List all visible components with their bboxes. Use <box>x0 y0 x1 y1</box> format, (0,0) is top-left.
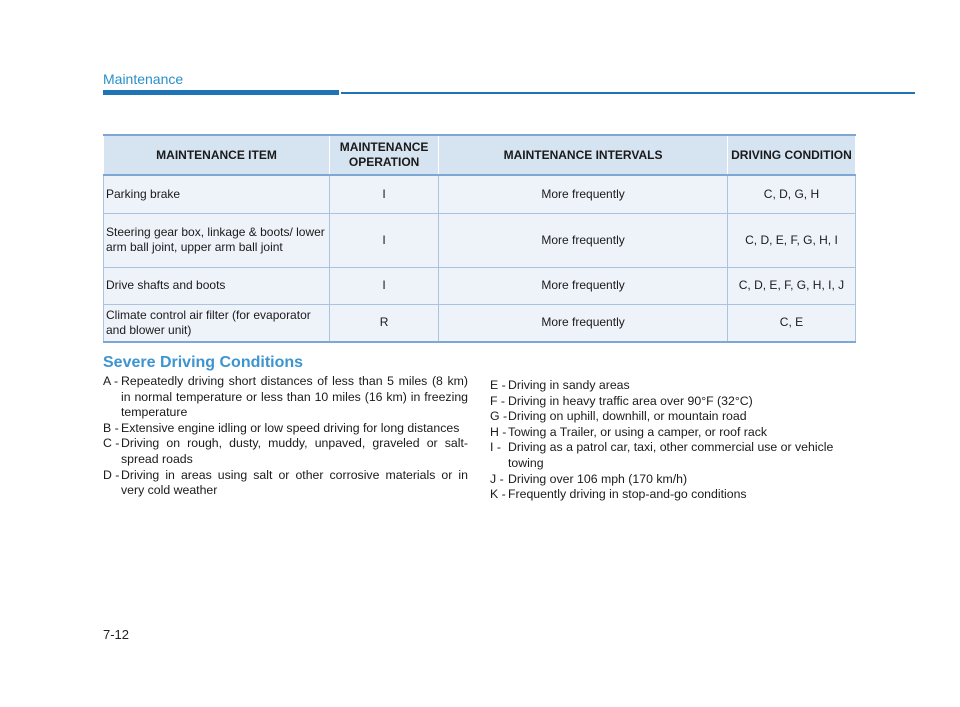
cell-condition: C, D, G, H <box>727 175 855 213</box>
table-row <box>104 175 856 213</box>
condition-text: Driving on rough, dusty, muddy, unpaved, graveled or salt-spread roads <box>121 436 468 466</box>
cell-condition: C, D, E, F, G, H, I <box>727 213 855 267</box>
col-header-item: MAINTENANCE ITEM <box>104 135 330 175</box>
condition-letter: E - <box>490 378 506 392</box>
conditions-list-right <box>490 378 860 503</box>
conditions-list-left <box>103 374 468 499</box>
cell-condition: C, E <box>727 304 855 342</box>
list-item <box>490 409 860 425</box>
list-item <box>490 440 860 471</box>
condition-letter: J - <box>490 471 504 486</box>
condition-text: Extensive engine idling or low speed driving for long distances <box>121 420 460 435</box>
condition-text: Driving as a patrol car, taxi, other commercial use or vehicle towing <box>508 440 834 470</box>
condition-letter: K - <box>490 487 506 502</box>
condition-letter: A - <box>103 374 119 388</box>
condition-text: Driving in sandy areas <box>508 378 630 392</box>
cell-item: Climate control air filter (for evaporator and blower unit) <box>104 304 330 342</box>
list-item <box>103 436 468 467</box>
cell-interval: More frequently <box>439 175 728 213</box>
table-row <box>104 213 856 267</box>
section-header: Maintenance <box>103 71 184 87</box>
cell-item: Steering gear box, linkage & boots/ lower arm ball joint, upper arm ball joint <box>104 213 330 267</box>
condition-text: Repeatedly driving short distances of less than 5 miles (8 km) in normal temperature or less than 10 miles (16 km) in freezing temperature <box>121 374 468 420</box>
list-item <box>490 487 860 503</box>
col-header-intervals: MAINTENANCE INTERVALS <box>439 135 728 175</box>
maintenance-table <box>103 134 856 343</box>
list-item <box>103 421 468 437</box>
severe-conditions-heading: Severe Driving Conditions <box>103 354 304 371</box>
condition-text: Driving in areas using salt or other corrosive materials or in very cold weather <box>121 467 468 498</box>
list-item <box>490 472 860 488</box>
cell-operation: I <box>330 175 439 213</box>
list-item <box>490 394 860 410</box>
cell-item: Drive shafts and boots <box>104 267 330 304</box>
cell-interval: More frequently <box>439 213 728 267</box>
condition-letter: F - <box>490 393 506 408</box>
cell-interval: More frequently <box>439 267 728 304</box>
cell-operation: I <box>330 213 439 267</box>
page-number: 7-12 <box>103 627 130 642</box>
list-item <box>490 425 860 441</box>
col-header-operation: MAINTENANCE OPERATION <box>330 135 439 175</box>
condition-text: Towing a Trailer, or using a camper, or roof rack <box>508 424 768 439</box>
col-header-condition: DRIVING CONDITION <box>727 135 855 175</box>
table-header-row <box>104 135 856 175</box>
condition-text: Driving on uphill, downhill, or mountain road <box>508 409 747 424</box>
condition-letter: I - <box>490 440 501 455</box>
header-rule-thin <box>341 92 915 94</box>
list-item <box>103 468 468 499</box>
cell-interval: More frequently <box>439 304 728 342</box>
list-item <box>103 374 468 421</box>
condition-letter: H - <box>490 424 507 439</box>
condition-text: Driving over 106 mph (170 km/h) <box>508 471 688 486</box>
table-row <box>104 304 856 342</box>
list-item <box>490 378 860 394</box>
header-rule-thick <box>103 90 339 95</box>
condition-letter: D - <box>103 467 120 482</box>
cell-item: Parking brake <box>104 175 330 213</box>
condition-letter: B - <box>103 420 119 435</box>
table-row <box>104 267 856 304</box>
condition-text: Frequently driving in stop-and-go conditions <box>508 487 747 502</box>
cell-operation: R <box>330 304 439 342</box>
cell-operation: I <box>330 267 439 304</box>
cell-condition: C, D, E, F, G, H, I, J <box>727 267 855 304</box>
condition-letter: G - <box>490 409 508 424</box>
condition-text: Driving in heavy traffic area over 90°F (32°C) <box>508 393 753 408</box>
condition-letter: C - <box>103 436 120 451</box>
